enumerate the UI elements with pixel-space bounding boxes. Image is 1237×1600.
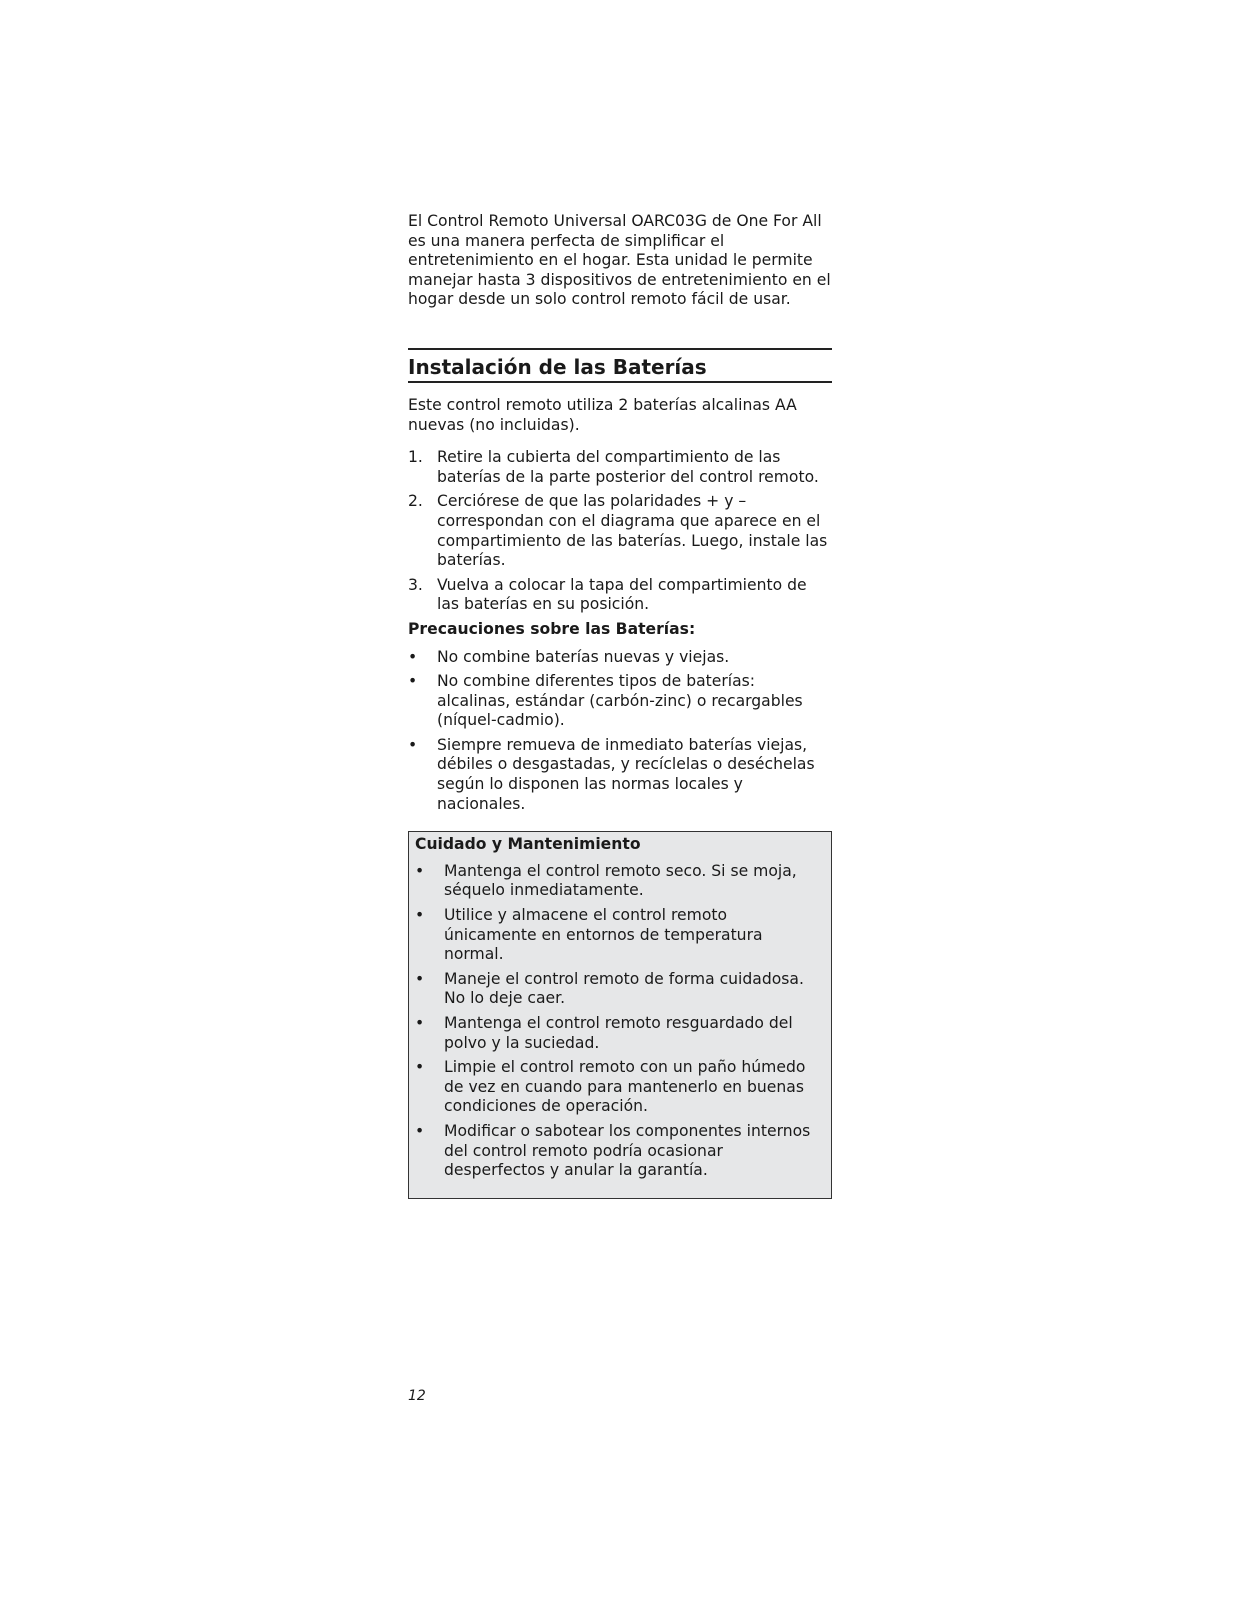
precaution-text: Siempre remueva de inmediato baterías viejas, débiles o desgastadas, y recíclelas o deséchelas según lo disponen las normas locales y nacionales. <box>437 735 815 813</box>
care-text: Maneje el control remoto de forma cuidadosa. No lo deje caer. <box>444 969 804 1008</box>
battery-steps-list <box>408 448 832 615</box>
care-text: Mantenga el control remoto seco. Si se moja, séquelo inmediatamente. <box>444 861 797 900</box>
bullet-icon: • <box>408 647 418 666</box>
step-text: Cerciórese de que las polaridades + y – correspondan con el diagrama que aparece en el compartimiento de las baterías. Luego, instale las baterías. <box>437 492 828 570</box>
step-item <box>408 576 832 615</box>
battery-description: Este control remoto utiliza 2 baterías alcalinas AA nuevas (no incluidas). <box>408 395 797 434</box>
care-maintenance-box <box>408 831 832 1199</box>
care-item <box>415 1014 821 1053</box>
step-number: 2. <box>408 492 423 511</box>
precaution-item <box>408 736 832 814</box>
step-item <box>408 492 832 570</box>
battery-section-heading: Instalación de las Baterías <box>408 348 832 383</box>
care-text: Modificar o sabotear los componentes internos del control remoto podría ocasionar desperfectos y anular la garantía. <box>444 1121 811 1180</box>
care-item <box>415 862 821 901</box>
bullet-icon: • <box>415 1058 425 1077</box>
care-text: Limpie el control remoto con un paño húmedo de vez en cuando para mantenerlo en buenas condiciones de operación. <box>444 1058 806 1116</box>
bullet-icon: • <box>415 1121 425 1140</box>
step-text: Vuelva a colocar la tapa del compartimiento de las baterías en su posición. <box>437 575 807 614</box>
step-number: 1. <box>408 448 423 467</box>
bullet-icon: • <box>415 969 425 988</box>
care-text: Mantenga el control remoto resguardado del polvo y la suciedad. <box>444 1014 793 1052</box>
intro-paragraph: El Control Remoto Universal OARC03G de One For All es una manera perfecta de simplificar el entretenimiento en el hogar. Esta unidad le permite manejar hasta 3 dispositivos de entretenimiento en el hogar desde un solo control remoto fácil de usar. <box>408 212 831 309</box>
precautions-heading: Precauciones sobre las Baterías: <box>408 619 696 638</box>
step-item <box>408 448 832 487</box>
precautions-list <box>408 648 832 815</box>
bullet-icon: • <box>408 672 418 691</box>
care-list <box>415 862 821 1181</box>
precaution-text: No combine diferentes tipos de baterías: alcalinas, estándar (carbón-zinc) o recargables (níquel-cadmio). <box>437 672 803 730</box>
page-content <box>408 212 832 1199</box>
precaution-item <box>408 648 832 668</box>
precaution-item <box>408 672 832 731</box>
care-item <box>415 906 821 965</box>
step-text: Retire la cubierta del compartimiento de las baterías de la parte posterior del control remoto. <box>437 448 819 486</box>
bullet-icon: • <box>415 861 425 880</box>
bullet-icon: • <box>415 906 425 925</box>
care-heading: Cuidado y Mantenimiento <box>415 835 641 854</box>
bullet-icon: • <box>415 1014 425 1032</box>
precaution-text: No combine baterías nuevas y viejas. <box>437 647 730 666</box>
care-item <box>415 1122 821 1181</box>
care-item <box>415 1058 821 1117</box>
bullet-icon: • <box>408 735 418 754</box>
step-number: 3. <box>408 575 423 594</box>
care-text: Utilice y almacene el control remoto únicamente en entornos de temperatura normal. <box>444 906 763 964</box>
care-item <box>415 970 821 1009</box>
page-number: 12 <box>408 1388 426 1404</box>
